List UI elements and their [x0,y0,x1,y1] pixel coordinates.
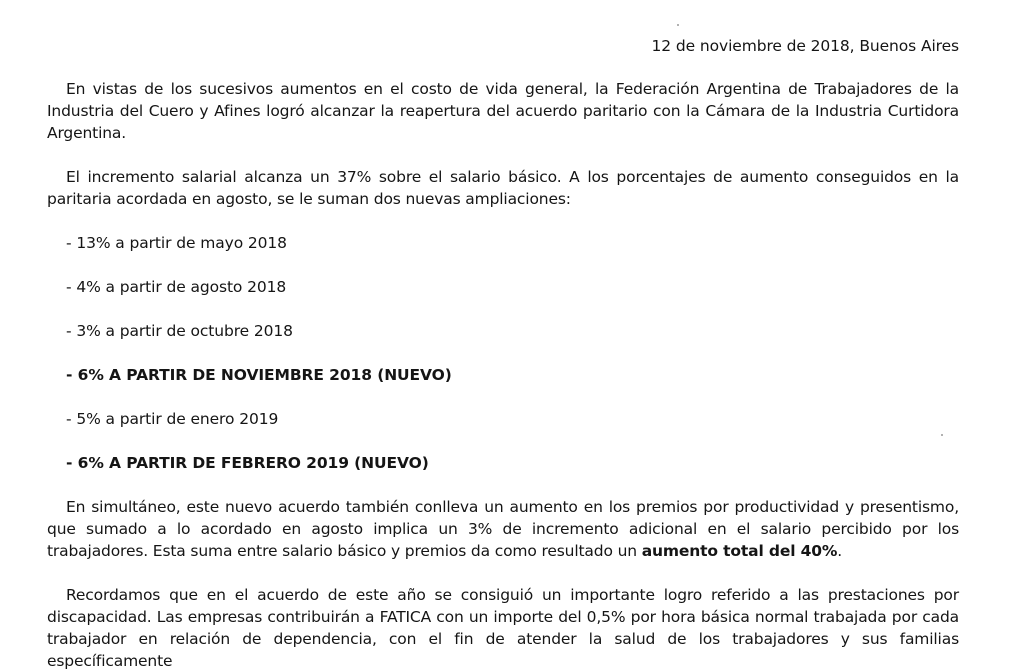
increase-paragraph: El incremento salarial alcanza un 37% sobre el salario básico. A los porcentajes de aumento conseguidos en la paritaria acordada en agosto, se le suman dos nuevas ampliaciones: [47,168,959,208]
increase-item-november-2018-new: - 6% A PARTIR DE NOVIEMBRE 2018 (NUEVO) [66,366,452,384]
increase-item-august-2018: - 4% a partir de agosto 2018 [66,278,287,296]
bonus-paragraph-text: En simultáneo, este nuevo acuerdo también conlleva un aumento en los premios por productividad y presentismo, que sumado a lo acordado en agosto implica un 3% de incremento adicional en el salario percibido por los trabajadores. Esta suma entre salario básico y premios da como resultado un [47,498,959,560]
increase-item-october-2018: - 3% a partir de octubre 2018 [66,322,293,340]
date-line: 12 de noviembre de 2018, Buenos Aires [651,37,959,55]
bonus-paragraph [47,496,959,562]
increase-item-january-2019: - 5% a partir de enero 2019 [66,410,279,428]
bonus-paragraph-end: . [837,542,843,560]
scan-speck [677,24,679,26]
intro-paragraph: En vistas de los sucesivos aumentos en el costo de vida general, la Federación Argentina de Trabajadores de la Industria del Cuero y Afines logró alcanzar la reapertura del acuerdo paritario con la Cámara de la Industria Curtidora Argentina. [47,80,959,142]
increase-item-may-2018: - 13% a partir de mayo 2018 [66,234,287,252]
total-increase-highlight: aumento total del 40% [641,542,838,560]
disability-paragraph: Recordamos que en el acuerdo de este año se consiguió un importante logro referido a las prestaciones por discapacidad. Las empresas contribuirán a FATICA con un importe del 0,5% por hora básica normal trabajada por cada trabajador en relación de dependencia, con el fin de atender la salud de los trabajadores y sus familias específicamente [47,586,959,670]
increase-item-february-2019-new: - 6% A PARTIR DE FEBRERO 2019 (NUEVO) [66,454,429,472]
scan-speck [941,434,943,436]
